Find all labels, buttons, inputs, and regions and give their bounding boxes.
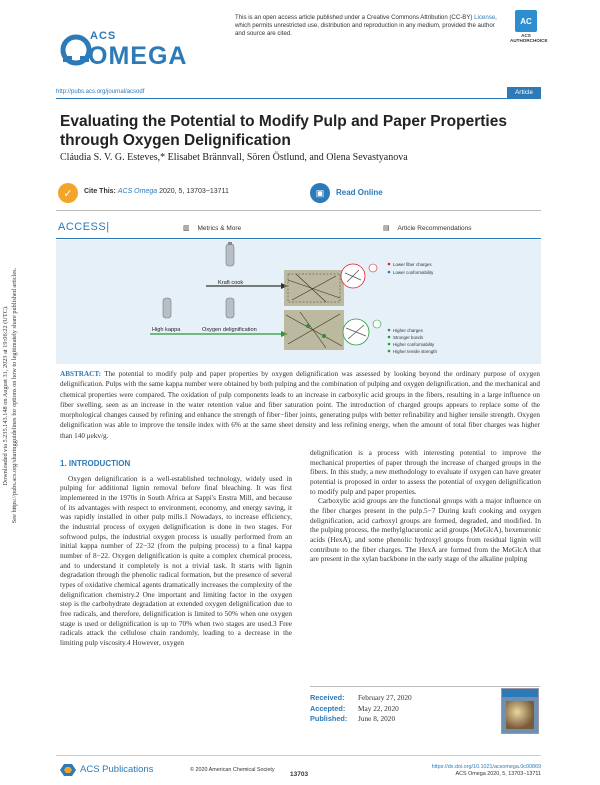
license-text-pre: This is an open access article published under a Creative Commons Attribution (CC-BY): [235, 14, 473, 21]
accepted-value: May 22, 2020: [358, 703, 399, 713]
read-online-button[interactable]: Read Online: [336, 188, 383, 197]
accepted-label: Accepted:: [310, 703, 346, 713]
journal-url-bar: [56, 89, 541, 99]
url-divider: [56, 98, 541, 99]
legend-higher-charges: Higher charges: [393, 328, 423, 333]
right-column: [310, 448, 541, 564]
legend-lower-charges: Lower fiber charges: [393, 262, 432, 267]
abstract-text: The potential to modify pulp and paper properties by oxygen delignification was assessed by looking beyond the ordinary purpose of oxygen delignification. Pulps with the same kappa number were obtained by both pulping and the combination of pulping and oxygen delignification, and the mechanical and chemical properties were compared. The oxidation of pulp components leads to an increase in carboxylic acid groups in the fibers, resulting in a large influence on fiber swelling, seen as an increase in the water retention value and fiber saturation point. The introduction of charged groups appears to replace some of the morphological changes caused by refining and enhance the strength of fiber−fiber joints, generating pulps with better refinability and higher tensile strength. Oxygen delignification was able to improve the tensile index with 6% at the same sheet density and less refining energy, when the amount of total fiber charges was higher than 140 μekv/g.: [60, 370, 540, 440]
sidebar-download-info: Downloaded via 5.235.143.148 on August 31, 2023 at 19:06:22 (UTC).: [2, 305, 9, 486]
cite-bar: [56, 182, 541, 206]
vessel-icon: [226, 242, 234, 266]
author-choice-icon: AC: [515, 10, 537, 32]
received-label: Received:: [310, 693, 345, 702]
doi-block: [420, 764, 541, 778]
legend-higher-tensile: Higher tensile strength: [393, 349, 437, 354]
access-label-separator: |: [106, 221, 110, 233]
cite-divider: [56, 210, 541, 211]
license-text-post: , which permits unrestricted use, distribution and reproduction in any medium, provided the author and source are cited.: [235, 14, 497, 37]
document-icon: ▤: [383, 225, 390, 232]
acs-publications-logo[interactable]: [60, 763, 175, 777]
bar-chart-icon: ▥: [183, 225, 190, 232]
toc-graphic-svg: [56, 240, 541, 364]
access-label: [58, 221, 110, 233]
read-online-icon[interactable]: ▣: [310, 183, 330, 203]
legend-lower-conformability: Lower conformability: [393, 270, 434, 275]
legend-higher-conformability: Higher conformability: [393, 342, 435, 347]
footer-divider: [56, 755, 541, 756]
cite-journal: ACS Omega: [117, 188, 158, 195]
access-bar: [56, 219, 541, 237]
cite-label: Cite This:: [84, 188, 116, 195]
legend-stronger-bonds: Stronger bonds: [393, 335, 424, 340]
access-label-text: ACCESS: [58, 221, 107, 233]
logo-acs-text: ACS: [90, 30, 117, 42]
license-link[interactable]: License: [474, 14, 496, 21]
page-number: 13703: [290, 771, 309, 778]
label-high-kappa: High kappa: [152, 327, 181, 333]
received-value: February 27, 2020: [358, 693, 412, 702]
author-choice-label: ACS AUTHORCHOICE: [510, 33, 548, 43]
acs-publications-text: ACS Publications: [80, 764, 154, 775]
download-sidebar: [1, 228, 23, 563]
article-recommendations-link[interactable]: [383, 224, 472, 232]
access-divider: [56, 238, 541, 239]
abstract-label: ABSTRACT:: [60, 370, 102, 378]
toc-graphic: [56, 240, 541, 364]
logo-omega-text: OMEGA: [88, 42, 188, 70]
intro-paragraph-2: Carboxylic acid groups are the functional groups with a major influence on the fiber charges present in the pulp.5−7 During kraft cooking and oxygen delignification, acid carboxyl groups are formed, degraded, and modified. In the pulping process, the methylglucuronic acid groups (MeGlcA), hexenuronic acids (HexA), and some phenolic hydroxyl groups from residual lignin will contribute to the fiber charges. The HexA are formed from the MeGlcA that are present in the xylan backbone in the early stage of the alkaline pulping: [310, 496, 541, 564]
cite-details: 2020, 5, 13703−13711: [159, 188, 229, 195]
label-oxygen-delignification: Oxygen delignification: [202, 327, 257, 333]
sidebar-sharing-guidelines: See https://pubs.acs.org/sharingguidelines for options on how to legitimately share published articles.: [11, 267, 18, 524]
left-column: [60, 459, 292, 647]
intro-paragraph-1-cont: delignification is a process with interesting potential to improve the mechanical properties of paper through the increase of charged groups in the fibers. In this study, a new methodology to evaluate if oxygen can have greater potential is proposed in order to assess the potential of oxygen delignification to modify pulp and paper properties.: [310, 448, 541, 496]
article-type-tag: Article: [507, 87, 541, 98]
metrics-more-link[interactable]: [183, 224, 241, 232]
published-label: Published:: [310, 714, 348, 723]
journal-cover-thumbnail[interactable]: [501, 688, 539, 734]
journal-url-link[interactable]: http://pubs.acs.org/journal/acsodf: [56, 89, 145, 95]
intro-paragraph-1: Oxygen delignification is a well-established technology, widely used in pulping for additional lignin removal before final bleaching. It was first implemented in the 1970s in South Africa at Sappi's Enstra Mill, and because of its advantages with respect to environment, economy, and energy saving, it was rapidly installed in other pulp mills.1 Nowadays, to increase efficiency, the industrial process of oxygen delignification is done in two stages. For softwood pulps, the industrial oxygen process is usually performed from an initial kappa number of 22−32 (from the pulping process) to a final kappa number of 8−22. Oxygen delignification is quite a complex chemical process, and to understand it completely is not a trivial task. It starts with lignin degradation through the phenolic radical formation, but the presence of several types of oxidative chemical agents dramatically increases the complexity of the delignification chemistry.2 One important and limiting factor in the oxygen step is the carbohydrate degradation at extended oxygen delignification due to free radicals, and therefore, delignification is limited to 50% when one oxygen stage is used or delignification is up to 70% when two stages are used.3 Free radicals attack the cellulose chain randomly, leading to a decrease in the limiting pulp viscosity.4 However, oxygen: [60, 473, 292, 647]
acs-omega-logo[interactable]: [60, 28, 188, 76]
recommendations-label: Article Recommendations: [397, 225, 472, 232]
cover-band: [502, 689, 538, 697]
copyright-notice: © 2020 American Chemical Society: [190, 767, 275, 773]
vessel-icon-2: [163, 298, 234, 318]
abstract: [60, 369, 540, 441]
license-notice: [235, 14, 505, 38]
section-heading-introduction: 1. INTRODUCTION: [60, 459, 131, 468]
citation-info[interactable]: [84, 188, 229, 195]
label-kraft-cook: Kraft cook: [218, 280, 244, 286]
published-value: June 8, 2020: [358, 714, 396, 723]
doi-link[interactable]: https://dx.doi.org/10.1021/acsomega.0c00869: [431, 764, 541, 770]
acs-hexagon-icon: [60, 763, 76, 777]
footer-citation: ACS Omega 2020, 5, 13703−13711: [455, 771, 541, 777]
metrics-label: Metrics & More: [197, 225, 242, 232]
cite-icon[interactable]: ✓: [58, 183, 78, 203]
cover-image: [506, 701, 534, 729]
author-choice-badge[interactable]: [510, 10, 548, 50]
author-list[interactable]: Cláudia S. V. G. Esteves,* Elisabet Brännvall, Sören Östlund, and Olena Sevastyanova: [60, 152, 408, 163]
article-title: Evaluating the Potential to Modify Pulp and Paper Properties through Oxygen Delignification: [60, 113, 507, 149]
